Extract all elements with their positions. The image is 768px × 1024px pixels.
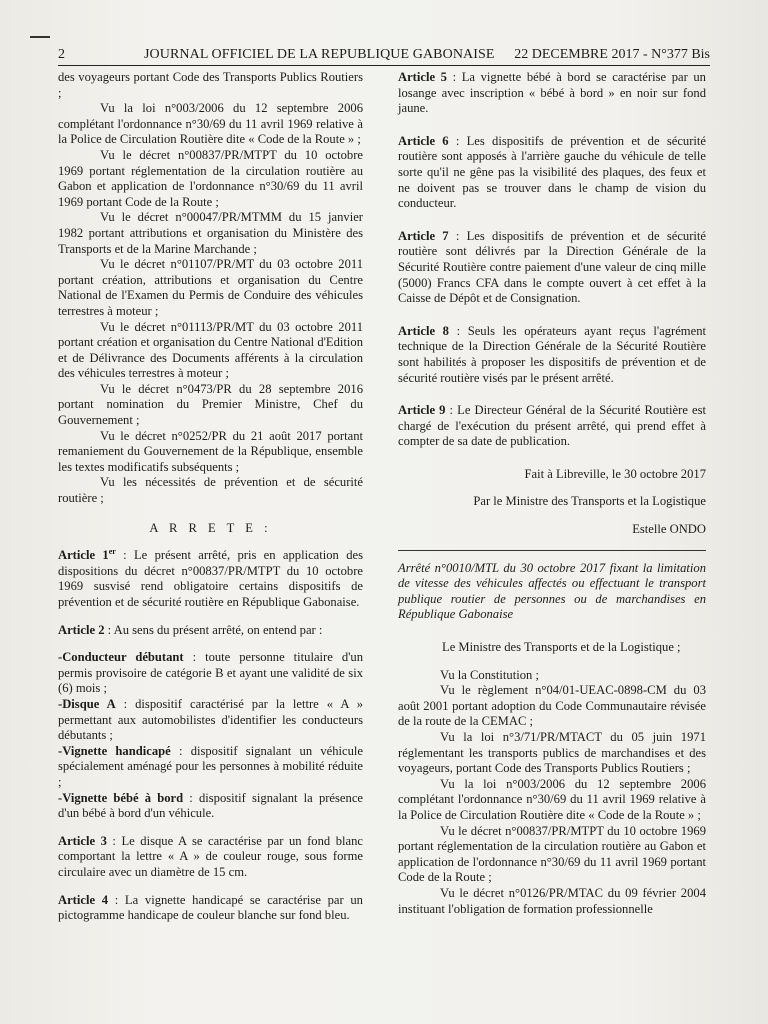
visa-paragraph: Vu le décret n°00837/PR/MTPT du 10 octobre 1969 portant réglementation de la circulation routière au Gabon et application de l'ordonnance n°30/69 du 11 avril 1969 portant Code de la Route ; [398,823,706,885]
definition-term: -Disque A [58,696,116,711]
article-label: Article 4 [58,892,109,907]
article-label: Article 9 [398,403,446,418]
visa-paragraph: Vu le décret n°0252/PR du 21 août 2017 portant remaniement du Gouvernement de la République, ensemble les textes modificatifs subséquents ; [58,428,363,474]
article-8 [398,324,706,386]
minister-line: Le Ministre des Transports et de la Logistique ; [442,640,681,655]
left-column [58,70,363,924]
visa-paragraph: Vu le décret n°0126/PR/MTAC du 09 février 2004 instituant l'obligation de formation professionnelle [398,885,706,916]
visa-paragraph: Vu le règlement n°04/01-UEAC-0898-CM du 03 août 2001 portant adoption du Code Communautaire révisée de la route de la CEMAC ; [398,683,706,729]
next-decree-title: Arrêté n°0010/MTL du 30 octobre 2017 fixant la limitation de vitesse des véhicules affectés ou effectuant le transport publique routier de personnes ou de marchandises en République Gabonaise [398,560,706,622]
issue-date: 22 DECEMBRE 2017 - N°377 Bis [514,47,710,62]
definition-term: -Vignette handicapé [58,743,171,758]
article-3 [58,834,363,881]
article-text: : Le disque A se caractérise par un fond blanc comportant la lettre « A » de couleur rouge, sous forme circulaire avec un diamètre de 15 cm. [58,833,363,879]
visa-paragraph: Vu la loi n°003/2006 du 12 septembre 2006 complétant l'ordonnance n°30/69 du 11 avril 1969 relative à la Police de Circulation Routière dite « Code de la Route » ; [398,776,706,822]
visa-paragraph: Vu la loi n°3/71/PR/MTACT du 05 juin 1971 réglementant les transports publics de marchandises et des voyageurs, portant Code des Transports Publics Routiers ; [398,730,706,776]
article-label: Article 5 [398,70,447,84]
visa-paragraph: Vu la Constitution ; [440,667,539,682]
article-4 [58,893,363,924]
scan-dash-mark [30,36,50,38]
article-label: Article 7 [398,228,449,243]
article-text: : Au sens du présent arrêté, on entend par : [104,622,323,637]
article-2 [58,623,363,639]
article-1 [58,548,363,610]
header-rule [58,65,710,66]
page-number: 2 [58,47,65,62]
visa-paragraph: Vu les nécessités de prévention et de sécurité routière ; [58,475,363,506]
article-text: : La vignette bébé à bord se caractérise par un losange avec inscription « bébé à bord » en noir sur fond jaune. [398,70,706,116]
article-6 [398,134,706,212]
definition-text: : toute personne titulaire d'un permis provisoire de catégorie B et ayant une validité de six (6) mois ; [58,650,363,696]
arrete-heading: A R R E T E : [149,520,272,535]
definition-text: : dispositif signalant la présence d'un bébé à bord d'un véhicule. [58,790,363,821]
article-label: Article 1 [58,548,109,563]
visa-paragraph: des voyageurs portant Code des Transports Publics Routiers ; [58,70,363,100]
definition-text: : dispositif signalant un véhicule spécialement aménagé pour les personnes à mobilité réduite ; [58,743,364,789]
article-text: : La vignette handicapé se caractérise par un pictogramme handicape de couleur blanche sur fond bleu. [58,892,363,923]
visa-paragraph: Vu le décret n°00047/PR/MTMM du 15 janvier 1982 portant attributions et organisation du Ministère des Transports et de la Marine Marchande ; [58,210,363,256]
definition-item [58,791,363,822]
article-text: : Les dispositifs de prévention et de sécurité routière sont apposés à l'arrière gauche du véhicule de telle sorte qu'il ne gêne pas la visibilité des plaques, des feux et ne doivent pas se trouver dans le champ de vision du conducteur. [398,133,706,211]
visa-paragraph: Vu le décret n°01107/PR/MT du 03 octobre 2011 portant création, attributions et organisation du Centre National de l'Examen du Permis de Conduire des véhicules terrestres à moteur ; [58,257,363,318]
journal-title: JOURNAL OFFICIEL DE LA REPUBLIQUE GABONAISE [144,47,495,62]
visa-paragraph: Vu le décret n°00837/PR/MTPT du 10 octobre 1969 portant réglementation de la circulation routière au Gabon et application de l'ordonnance n°30/69 du 11 avril 1969 portant Code de la Route ; [58,147,363,209]
signatory-name: Estelle ONDO [632,522,706,537]
visa-paragraph: Vu le décret n°01113/PR/MT du 03 octobre 2011 portant création et organisation du Centre National d'Edition et de Délivrance des Documents afférents à la circulation des véhicules terrestres à moteur ; [58,319,363,381]
visa-paragraph: Vu la loi n°003/2006 du 12 septembre 2006 complétant l'ordonnance n°30/69 du 11 avril 1969 relative à la Police de Circulation Routière dite « Code de la Route » ; [58,101,363,147]
article-text: : Seuls les opérateurs ayant reçus l'agrément technique de la Direction Générale de la Sécurité Routière sont habilités à proposer les dispositifs de prévention et de sécurité routière visés par le présent arrêté. [398,323,706,385]
definition-item [58,697,363,744]
signing-place-date: Fait à Libreville, le 30 octobre 2017 [524,466,706,481]
signing-authority: Par le Ministre des Transports et la Logistique [473,494,706,509]
article-text: : Le Directeur Général de la Sécurité Routière est chargé de l'exécution du présent arrêté, qui prend effet à compter de sa date de publication. [398,403,706,449]
article-superscript: er [108,547,116,557]
article-7 [398,229,706,307]
article-5 [398,70,706,117]
article-text: : Le présent arrêté, pris en application des dispositions du décret n°00837/PR/MTPT du 10 octobre 1969 susvisé rend obligatoire certains dispositifs de prévention et de sécurité routière en République Gabonaise. [58,548,363,609]
article-label: Article 2 [58,622,105,637]
definition-item [58,650,363,697]
definition-item [58,744,363,791]
visa-paragraph: Vu le décret n°0473/PR du 28 septembre 2016 portant nomination du Premier Ministre, Chef du Gouvernement ; [58,381,363,428]
article-9 [398,403,706,450]
article-label: Article 3 [58,833,107,848]
section-divider [398,550,706,551]
article-label: Article 8 [398,323,449,338]
definition-term: -Vignette bébé à bord [58,790,184,805]
definition-text: : dispositif caractérisé par la lettre « A » permettant aux automobilistes d'identifier les conducteurs débutants ; [58,696,363,743]
article-text: : Les dispositifs de prévention et de sécurité routière sont délivrés par la Direction Générale de la Sécurité Routière contre paiement d'une valeur de cinq mille (5000) Francs CFA dans le compte ouvert à cet effet à la Caisse de Dépôt et de Consignation. [398,228,706,306]
article-label: Article 6 [398,133,449,148]
definition-term: -Conducteur débutant [58,650,184,665]
right-column [398,70,706,917]
page-header [58,46,710,64]
